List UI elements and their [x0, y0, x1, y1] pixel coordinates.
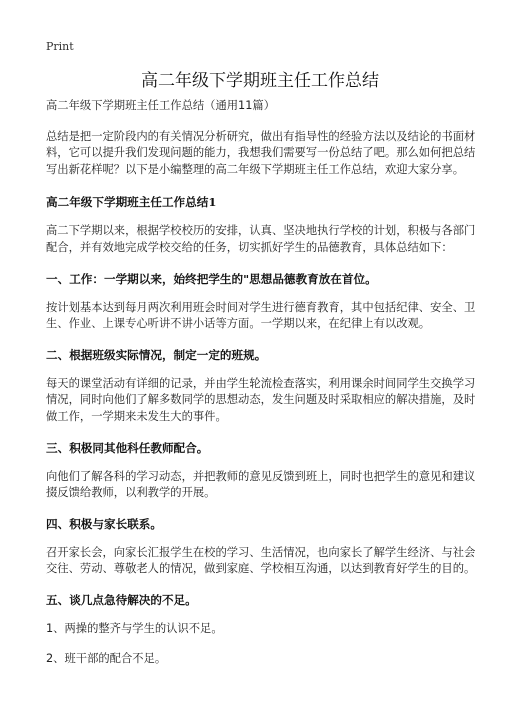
- item-body-4: 召开家长会，向家长汇报学生在校的学习、生活情况，也向家长了解学生经济、与社会交往、劳动、尊敬老人的情况，做到家庭、学校相互沟通，以达到教育好学生的目的。: [46, 545, 476, 576]
- document-subtitle: 高二年级下学期班主任工作总结（通用11篇）: [46, 99, 276, 112]
- intro-paragraph: 总结是把一定阶段内的有关情况分析研究，做出有指导性的经验方法以及结论的书面材料，它可以提升我们发现问题的能力，我想我们需要写一份总结了吧。那么如何把总结写出新花样呢？以下是小编整理的高二年级下学期班主任工作总结，欢迎大家分享。: [46, 129, 476, 176]
- item-heading-5: 五、谈几点急待解决的不足。: [46, 592, 197, 607]
- shortcoming-item-1: 1、两操的整齐与学生的认识不足。: [46, 621, 223, 635]
- item-body-3: 向他们了解各科的学习动态，并把教师的意见反馈到班上，同时也把学生的意见和建议掇反馈给教师，以利教学的开展。: [46, 469, 476, 500]
- section-title: 高二年级下学期班主任工作总结1: [46, 195, 217, 210]
- document-body: [46, 98, 480, 680]
- item-heading-3: 三、积极同其他科任教师配合。: [46, 440, 209, 455]
- shortcoming-item-2: 2、班干部的配合不足。: [46, 651, 167, 665]
- item-heading-4: 四、积极与家长联系。: [46, 516, 162, 531]
- item-body-2: 每天的课堂活动有详细的记录，并由学生轮流检查落实，利用课余时间同学生交换学习情况，同时向他们了解多数同学的思想动态，发生问题及时采取相应的解决措施，及时做工作，一学期来未发生大的事件。: [46, 376, 476, 423]
- item-heading-2: 二、根据班级实际情况，制定一定的班规。: [46, 347, 267, 362]
- item-body-1: 按计划基本达到每月两次利用班会时间对学生进行德育教育，其中包括纪律、安全、卫生、作业、上课专心听讲不讲小话等方面。一学期以来，在纪律上有以改观。: [46, 300, 476, 331]
- page-title: 高二年级下学期班主任工作总结: [141, 71, 379, 91]
- item-heading-1: 一、工作：一学期以来，始终把学生的"思想品德教育放在首位。: [46, 271, 377, 286]
- section-intro-paragraph: 高二下学期以来，根据学校校历的安排，认真、坚决地执行学校的计划，积极与各部门配合，并有效地完成学校交给的任务，切实抓好学生的品德教育，具体总结如下：: [46, 224, 476, 254]
- print-link[interactable]: Print: [46, 40, 74, 53]
